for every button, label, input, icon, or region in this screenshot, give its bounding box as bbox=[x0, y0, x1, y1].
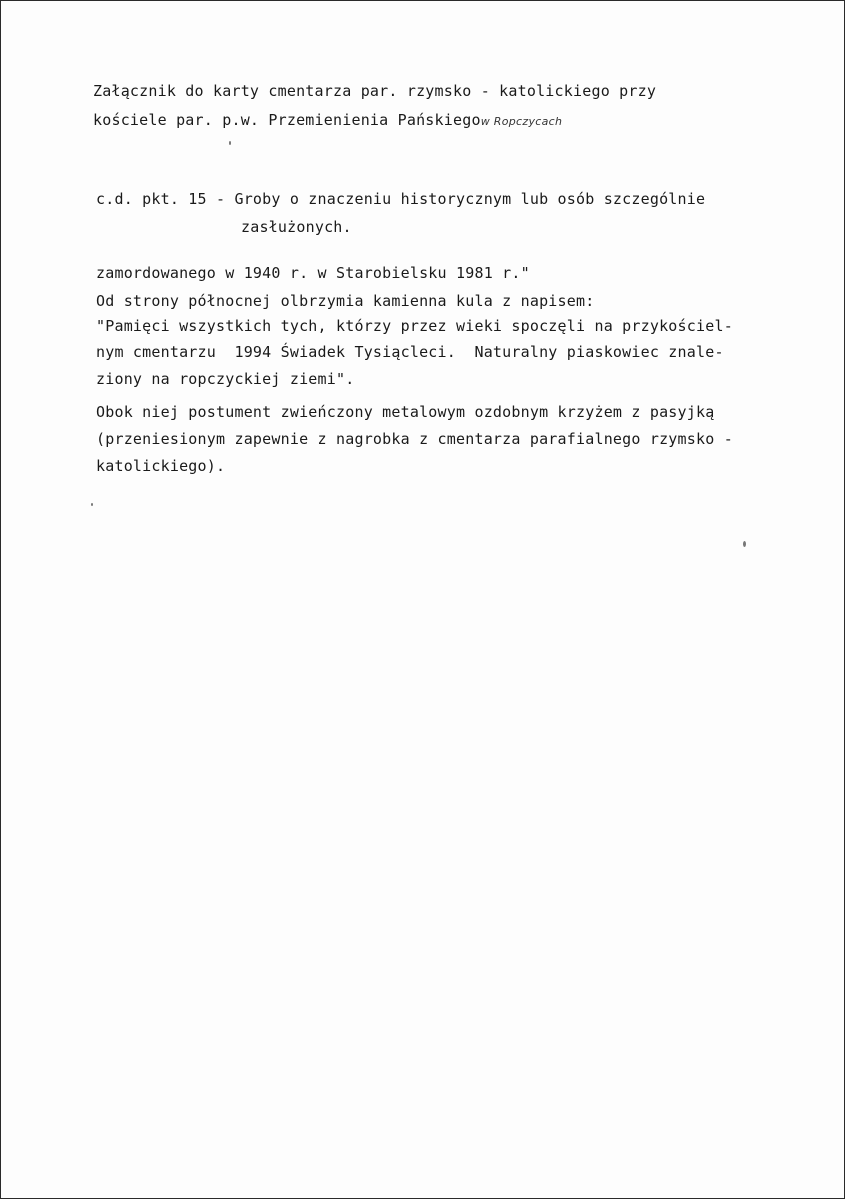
scan-speck bbox=[91, 503, 93, 506]
body-p2-line-1: Obok niej postument zwieńczony metalowym ozdobnym krzyżem z pasyjką bbox=[96, 403, 715, 421]
body-p1-line-2: Od strony północnej olbrzymia kamienna kula z napisem: bbox=[96, 292, 595, 310]
body-p1-line-5: ziony na ropczyckiej ziemi". bbox=[96, 370, 355, 388]
scan-speck bbox=[743, 541, 746, 547]
header-line-2 bbox=[93, 110, 562, 132]
handwritten-annotation: w Ropczycach bbox=[480, 115, 563, 128]
body-p2-line-3: katolickiego). bbox=[96, 457, 226, 475]
scan-speck bbox=[229, 141, 231, 145]
section-heading-line-2: zasłużonych. bbox=[241, 218, 352, 236]
body-p1-line-1: zamordowanego w 1940 r. w Starobielsku 1981 r." bbox=[96, 264, 530, 282]
header-line-1: Załącznik do karty cmentarza par. rzymsko - katolickiego przy bbox=[93, 82, 657, 100]
body-p1-line-3: "Pamięci wszystkich tych, którzy przez wieki spoczęli na przykościel- bbox=[96, 317, 733, 335]
body-p1-line-4: nym cmentarzu 1994 Świadek Tysiącleci. Naturalny piaskowiec znale- bbox=[96, 343, 724, 361]
body-p2-line-2: (przeniesionym zapewnie z nagrobka z cmentarza parafialnego rzymsko - bbox=[96, 430, 733, 448]
section-heading-line-1: c.d. pkt. 15 - Groby o znaczeniu historycznym lub osób szczególnie bbox=[96, 190, 706, 208]
header-line-2-typed: kościele par. p.w. Przemienienia Pańskiego bbox=[93, 111, 481, 129]
